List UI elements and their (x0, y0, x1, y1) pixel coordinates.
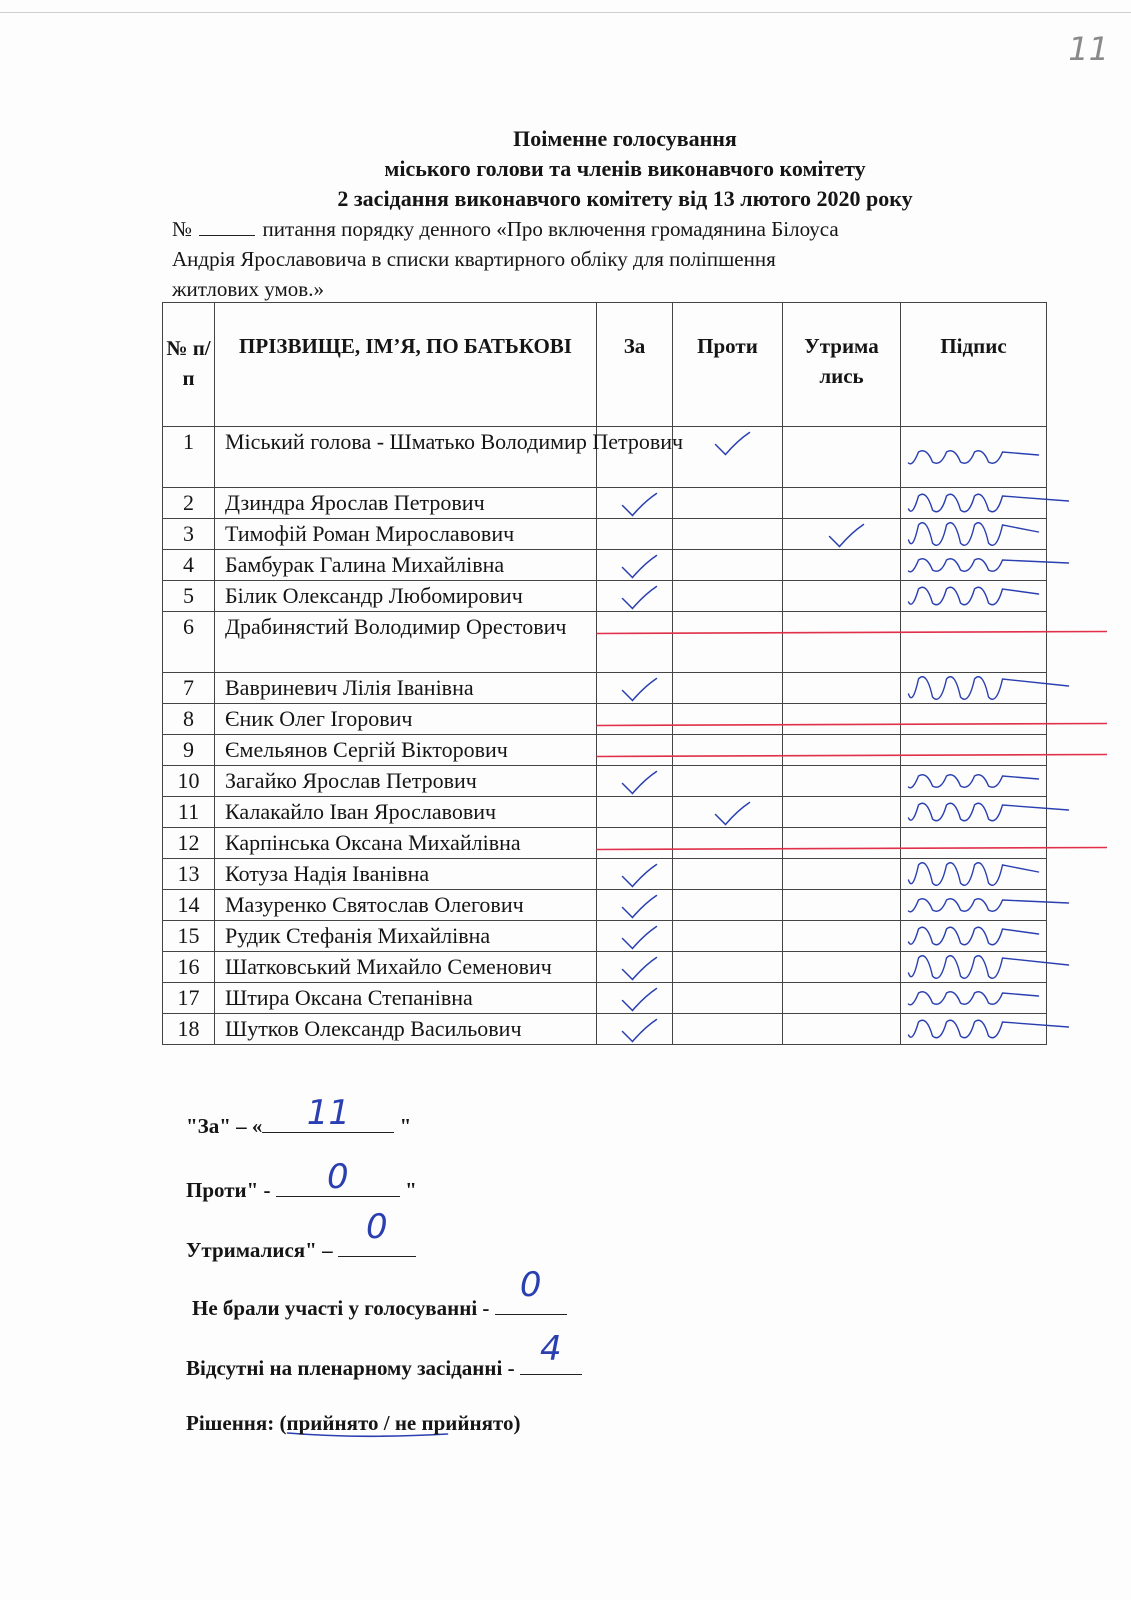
summary-not-voted-blank (495, 1265, 567, 1315)
agenda-number-blank (199, 217, 255, 236)
decision-value: (прийнято / не прийнято) (279, 1411, 521, 1435)
vote-for-cell (597, 828, 673, 859)
table-row (163, 952, 1047, 983)
vote-against-cell (673, 673, 783, 704)
scan-edge-line (0, 12, 1131, 13)
summary-for-value: 11 (306, 1093, 351, 1133)
row-number: 14 (163, 890, 215, 921)
signature-cell (901, 519, 1047, 550)
vote-abstain-cell (783, 859, 901, 890)
row-number: 13 (163, 859, 215, 890)
vote-abstain-cell (783, 766, 901, 797)
member-name: Котуза Надія Іванівна (215, 859, 597, 890)
signature-cell (901, 797, 1047, 828)
table-row (163, 673, 1047, 704)
row-number: 17 (163, 983, 215, 1014)
doc-subtitle: міського голови та членів виконавчого комітету (384, 156, 866, 181)
signature-cell (901, 673, 1047, 704)
signature-cell (901, 427, 1047, 488)
vote-abstain-cell (783, 797, 901, 828)
member-name: Тимофій Роман Мирославович (215, 519, 597, 550)
summary-absent-label: Відсутні на пленарному засіданні - (186, 1356, 520, 1380)
vote-against-cell (673, 766, 783, 797)
table-row (163, 921, 1047, 952)
row-number: 8 (163, 704, 215, 735)
table-row (163, 983, 1047, 1014)
summary-abstain-label: Утрималися" – (186, 1238, 338, 1262)
summary-against-value: 0 (326, 1157, 349, 1197)
signature-cell (901, 735, 1047, 766)
vote-against-cell (673, 797, 783, 828)
table-row (163, 550, 1047, 581)
meeting-line: 2 засідання виконавчого комітету від 13 лютого 2020 року (337, 186, 913, 211)
summary-for-label: "За" – « (186, 1114, 263, 1138)
row-number: 12 (163, 828, 215, 859)
agenda-line-2: Андрія Ярославовича в списки квартирного обліку для поліпшення (172, 247, 776, 271)
signature-cell (901, 1014, 1047, 1045)
summary-for-blank (262, 1093, 394, 1133)
vote-for-cell (597, 704, 673, 735)
agenda-item (172, 214, 1052, 304)
doc-title: Поіменне голосування (513, 126, 737, 151)
vote-abstain-cell (783, 983, 901, 1014)
vote-abstain-cell (783, 890, 901, 921)
vote-for-cell (597, 921, 673, 952)
vote-against-cell (673, 983, 783, 1014)
table-row (163, 581, 1047, 612)
col-header-signature: Підпис (901, 303, 1047, 427)
member-name: Міський голова - Шматько Володимир Петрович (215, 427, 597, 488)
signature-cell (901, 704, 1047, 735)
signature-cell (901, 766, 1047, 797)
signature-cell (901, 612, 1047, 673)
vote-against-cell (673, 952, 783, 983)
vote-against-cell (673, 427, 783, 488)
member-name: Калакайло Іван Ярославович (215, 797, 597, 828)
vote-abstain-cell (783, 952, 901, 983)
summary-abstain (186, 1207, 416, 1265)
vote-against-cell (673, 890, 783, 921)
vote-against-cell (673, 1014, 783, 1045)
vote-abstain-cell (783, 581, 901, 612)
summary-for-close: " (394, 1114, 412, 1138)
vote-abstain-cell (783, 550, 901, 581)
vote-for-cell (597, 859, 673, 890)
row-number: 16 (163, 952, 215, 983)
table-row (163, 612, 1047, 673)
vote-for-cell (597, 581, 673, 612)
vote-abstain-cell (783, 427, 901, 488)
member-name: Ємельянов Сергій Вікторович (215, 735, 597, 766)
agenda-line-3: житлових умов.» (172, 277, 324, 301)
vote-against-cell (673, 828, 783, 859)
col-header-number: № п/ п (163, 303, 215, 427)
summary-absent (186, 1329, 582, 1383)
row-number: 11 (163, 797, 215, 828)
vote-abstain-cell (783, 921, 901, 952)
row-number: 6 (163, 612, 215, 673)
signature-cell (901, 983, 1047, 1014)
member-name: Шатковський Михайло Семенович (215, 952, 597, 983)
signature-cell (901, 890, 1047, 921)
row-number: 5 (163, 581, 215, 612)
vote-for-cell (597, 766, 673, 797)
voting-table (162, 302, 1047, 1045)
member-name: Бамбурак Галина Михайлівна (215, 550, 597, 581)
signature-cell (901, 828, 1047, 859)
signature-cell (901, 488, 1047, 519)
summary-not-voted-label: Не брали участі у голосуванні - (192, 1296, 495, 1320)
row-number: 9 (163, 735, 215, 766)
vote-for-cell (597, 890, 673, 921)
vote-for-cell (597, 673, 673, 704)
col-header-name: ПРІЗВИЩЕ, ІМ’Я, ПО БАТЬКОВІ (215, 303, 597, 427)
member-name: Мазуренко Святослав Олегович (215, 890, 597, 921)
row-number: 1 (163, 427, 215, 488)
summary-decision (186, 1408, 520, 1438)
summary-not-voted (192, 1265, 567, 1323)
decision-label: Рішення: (186, 1411, 280, 1435)
summary-against-close: " (399, 1178, 417, 1202)
vote-against-cell (673, 550, 783, 581)
vote-against-cell (673, 859, 783, 890)
vote-against-cell (673, 735, 783, 766)
summary-against (186, 1157, 417, 1205)
vote-for-cell (597, 1014, 673, 1045)
table-row (163, 766, 1047, 797)
vote-against-cell (673, 519, 783, 550)
vote-abstain-cell (783, 612, 901, 673)
member-name: Карпінська Оксана Михайлівна (215, 828, 597, 859)
table-row (163, 704, 1047, 735)
member-name: Шутков Олександр Васильович (215, 1014, 597, 1045)
table-row (163, 859, 1047, 890)
signature-cell (901, 550, 1047, 581)
vote-against-cell (673, 704, 783, 735)
vote-abstain-cell (783, 704, 901, 735)
vote-abstain-cell (783, 1014, 901, 1045)
table-row (163, 1014, 1047, 1045)
agenda-number-sign: № (172, 217, 193, 241)
summary-absent-value: 4 (540, 1329, 562, 1369)
vote-for-cell (597, 952, 673, 983)
vote-abstain-cell (783, 488, 901, 519)
vote-for-cell (597, 735, 673, 766)
member-name: Єник Олег Ігорович (215, 704, 597, 735)
signature-cell (901, 581, 1047, 612)
table-row (163, 797, 1047, 828)
signature-cell (901, 859, 1047, 890)
summary-abstain-blank (338, 1207, 416, 1257)
row-number: 7 (163, 673, 215, 704)
member-name: Дзиндра Ярослав Петрович (215, 488, 597, 519)
signature-cell (901, 952, 1047, 983)
vote-abstain-cell (783, 735, 901, 766)
table-row (163, 890, 1047, 921)
row-number: 4 (163, 550, 215, 581)
table-row (163, 828, 1047, 859)
table-header-row (163, 303, 1047, 427)
row-number: 3 (163, 519, 215, 550)
agenda-line-1: питання порядку денного «Про включення громадянина Білоуса (262, 217, 839, 241)
row-number: 10 (163, 766, 215, 797)
row-number: 15 (163, 921, 215, 952)
summary-against-label: Проти" - (186, 1178, 276, 1202)
vote-abstain-cell (783, 828, 901, 859)
col-header-for: За (597, 303, 673, 427)
vote-against-cell (673, 581, 783, 612)
vote-abstain-cell (783, 673, 901, 704)
vote-for-cell (597, 488, 673, 519)
vote-for-cell (597, 550, 673, 581)
page-number-handwritten: 11 (1068, 30, 1109, 68)
summary-abstain-value: 0 (366, 1207, 388, 1247)
table-row (163, 427, 1047, 488)
table-row (163, 735, 1047, 766)
row-number: 2 (163, 488, 215, 519)
vote-abstain-cell (783, 519, 901, 550)
vote-against-cell (673, 488, 783, 519)
vote-against-cell (673, 612, 783, 673)
col-header-abstain: Утрима лись (783, 303, 901, 427)
table-row (163, 488, 1047, 519)
vote-for-cell (597, 797, 673, 828)
member-name: Білик Олександр Любомирович (215, 581, 597, 612)
member-name: Драбинястий Володимир Орестович (215, 612, 597, 673)
member-name: Вавриневич Лілія Іванівна (215, 673, 597, 704)
vote-for-cell (597, 983, 673, 1014)
vote-for-cell (597, 519, 673, 550)
row-number: 18 (163, 1014, 215, 1045)
col-header-against: Проти (673, 303, 783, 427)
summary-not-voted-value: 0 (519, 1265, 542, 1305)
summary-against-blank (276, 1157, 400, 1197)
member-name: Рудик Стефанія Михайлівна (215, 921, 597, 952)
member-name: Штира Оксана Степанівна (215, 983, 597, 1014)
signature-cell (901, 921, 1047, 952)
summary-absent-blank (520, 1329, 582, 1375)
table-row (163, 519, 1047, 550)
member-name: Загайко Ярослав Петрович (215, 766, 597, 797)
vote-for-cell (597, 612, 673, 673)
vote-against-cell (673, 921, 783, 952)
summary-for (186, 1093, 412, 1141)
